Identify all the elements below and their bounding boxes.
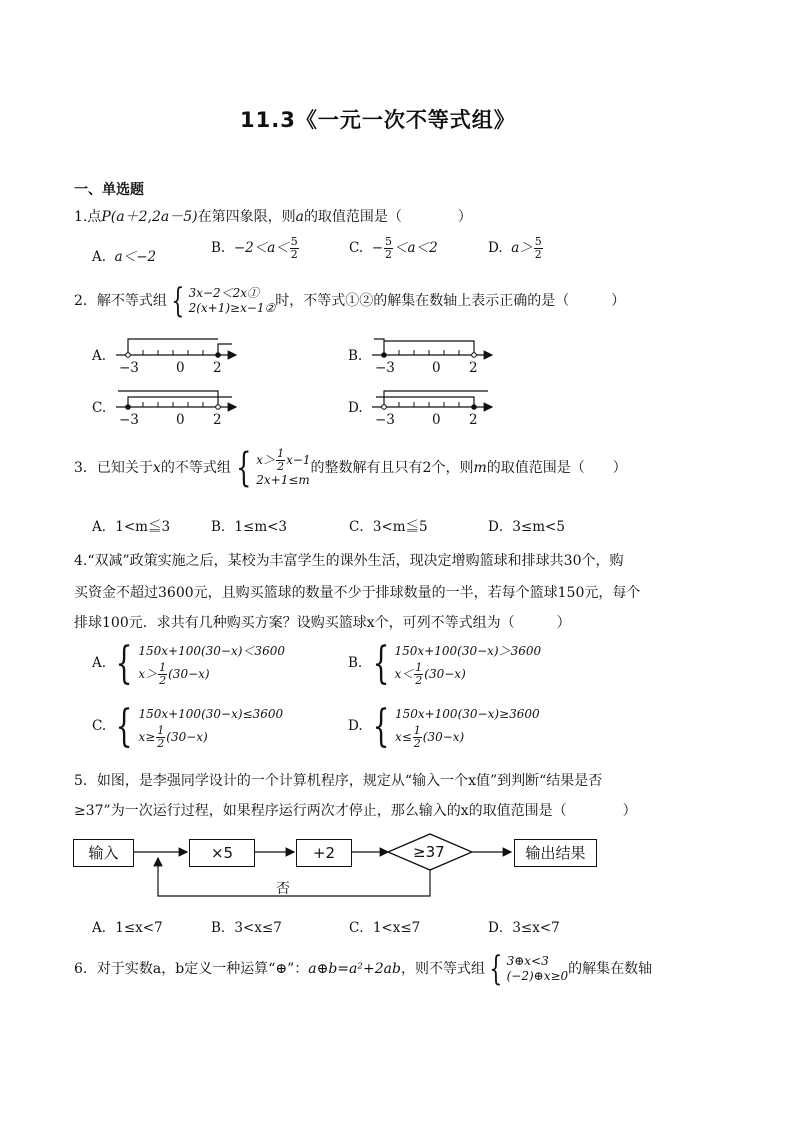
number-line-c (116, 391, 236, 409)
option-letter: C. (349, 240, 364, 256)
flow-output-box: 输出结果 (514, 839, 597, 867)
tick-label: 0 (176, 412, 185, 428)
tick-label: 0 (432, 360, 441, 376)
number-line-d (372, 391, 492, 409)
q2-option-d-label[interactable]: D. (348, 400, 363, 416)
q5-option-c[interactable]: C．1<x≤7 (349, 920, 421, 936)
q4-b-system: 150x+100(30−x)＞3600 x＜ $\frac{1}{2}$ (30−x) (394, 644, 542, 687)
option-letter: A. (92, 249, 107, 265)
q5-option-b[interactable]: B．3<x≤7 (211, 920, 282, 936)
flow-input-box: 输入 (73, 839, 134, 867)
brace: { (372, 700, 390, 752)
question-5-line-1: 5．如图，是李强同学设计的一个计算机程序，规定从“输入一个x值”到判断“结果是否 (74, 773, 603, 789)
q3-text: 的不等式组 (160, 460, 231, 476)
q6-system: 3⊕x<3 (−2)⊕x≥0 (506, 954, 569, 983)
option-letter: D. (488, 240, 503, 256)
flow-compare-label: ≥37 (413, 843, 445, 861)
tick-label: 2 (213, 412, 222, 428)
q6-definition: a⊕b=a²+2ab (308, 961, 401, 977)
option-expr: a＞ (511, 240, 533, 256)
q4-a-system: 150x+100(30−x)＜3600 x＞ $\frac{1}{2}$ (30−x) (138, 644, 285, 687)
question-5-line-2: ≥37”为一次运行过程，如果程序运行两次才停止，那么输入的x的取值范围是（ ） (74, 803, 637, 819)
flow-no-label: 否 (276, 881, 290, 897)
q3-text-end: 的取值范围是（ ） (486, 460, 627, 476)
brace: { (235, 445, 252, 491)
q3-system (256, 448, 310, 488)
brace: { (171, 281, 185, 321)
fraction: $\frac{5}{2}$ (290, 235, 298, 261)
option-letter: B. (211, 240, 226, 256)
q3-eq2: 2x+1≤m (256, 473, 310, 487)
q4-d-system: 150x+100(30−x)≥3600 x≤ $\frac{1}{2}$ (30−x) (394, 707, 540, 750)
option-letter: D. (348, 718, 363, 734)
flow-add-box: +2 (296, 839, 352, 867)
section-heading: 一、单选题 (74, 182, 144, 198)
number-line-b (372, 339, 492, 357)
page-title: 11.3《一元一次不等式组》 (240, 108, 516, 132)
option-expr: a＜−2 (114, 249, 157, 265)
tick-label: −3 (375, 412, 395, 428)
question-4-line-2: 买资金不超过3600元，且购买篮球的数量不少于排球数量的一半，若每个篮球150元，每个 (74, 585, 641, 601)
option-letter: B. (348, 655, 363, 671)
q5-option-a[interactable]: A．1≤x<7 (92, 920, 163, 936)
q4-c-system: 150x+100(30−x)≤3600 x≥ $\frac{1}{2}$ (30−x) (138, 707, 284, 750)
tick-label: −3 (119, 412, 139, 428)
brace: { (489, 949, 503, 989)
q2-eq2: 2(x+1)≥x−1② (188, 301, 276, 315)
fraction: $\frac{5}{2}$ (385, 235, 393, 261)
option-letter: C. (92, 718, 107, 734)
q4-option-a[interactable] (92, 637, 285, 689)
q1-prefix: 1.点 (74, 209, 102, 225)
flow-multiply-box: ×5 (189, 839, 255, 867)
q3-option-b[interactable]: B．1≤m<3 (211, 519, 288, 535)
q3-option-a[interactable]: A．1<m≦3 (92, 519, 171, 535)
q3-eq1: x＞ $\frac{1}{2}$ x−1 (256, 447, 311, 473)
q5-option-d[interactable]: D．3≤x<7 (488, 920, 560, 936)
q2-option-c-label[interactable]: C. (92, 400, 107, 416)
brace: { (115, 637, 133, 689)
q3-option-c[interactable]: C．3<m≦5 (349, 519, 428, 535)
q2-eq1: 3x−2＜2x① (188, 286, 260, 300)
question-4-line-1: 4.“双减”政策实施之后，某校为丰富学生的课外生活，现决定增购篮球和排球共30个，购 (74, 553, 624, 569)
brace: { (116, 700, 133, 752)
tick-label: 2 (213, 360, 222, 376)
question-4-line-3: 排球100元．求共有几种购买方案？设购买篮球x个，可列不等式组为（ ） (74, 615, 571, 631)
q2-option-b-label[interactable]: B. (348, 348, 363, 364)
q1-point: P(a＋2,2a－5) (101, 209, 198, 225)
q1-text-end: 的取值范围是（ ） (303, 209, 472, 225)
option-expr: − (371, 240, 384, 256)
q3-option-d[interactable]: D．3≤m<5 (488, 519, 565, 535)
tick-label: 2 (469, 412, 478, 428)
brace: { (372, 637, 389, 689)
q3-var-x: x (152, 460, 161, 476)
q3-text-b: 的整数解有且只有2个，则 (310, 460, 474, 476)
q3-var-m: m (473, 460, 487, 476)
q6-prefix: 6．对于实数a，b定义一种运算“⊕”： (74, 961, 309, 977)
option-letter: A. (92, 655, 107, 671)
q4-option-c[interactable] (92, 700, 284, 752)
q1-var: a (295, 209, 304, 225)
option-expr: −2＜a＜ (233, 240, 289, 256)
fraction: $\frac{5}{2}$ (534, 235, 542, 261)
q4-option-b[interactable] (348, 637, 542, 689)
q6-text: ，则不等式组 (400, 961, 485, 977)
number-line-a (116, 339, 236, 357)
q4-option-d[interactable] (348, 700, 540, 752)
q2-prefix: 2．解不等式组 (74, 293, 167, 309)
tick-label: −3 (375, 360, 395, 376)
tick-label: 0 (176, 360, 185, 376)
question-6-stem (74, 949, 653, 989)
tick-label: 0 (432, 412, 441, 428)
q1-text: 在第四象限，则 (197, 209, 296, 225)
q2-text: 时，不等式①②的解集在数轴上表示正确的是（ ） (275, 293, 626, 309)
option-expr: ＜a＜2 (394, 240, 438, 256)
tick-label: 2 (469, 360, 478, 376)
q2-option-a-label[interactable]: A. (92, 348, 107, 364)
q6-text-end: 的解集在数轴 (568, 961, 653, 977)
tick-label: −3 (119, 360, 139, 376)
question-3-stem (74, 445, 627, 491)
q3-prefix: 3．已知关于 (74, 460, 153, 476)
